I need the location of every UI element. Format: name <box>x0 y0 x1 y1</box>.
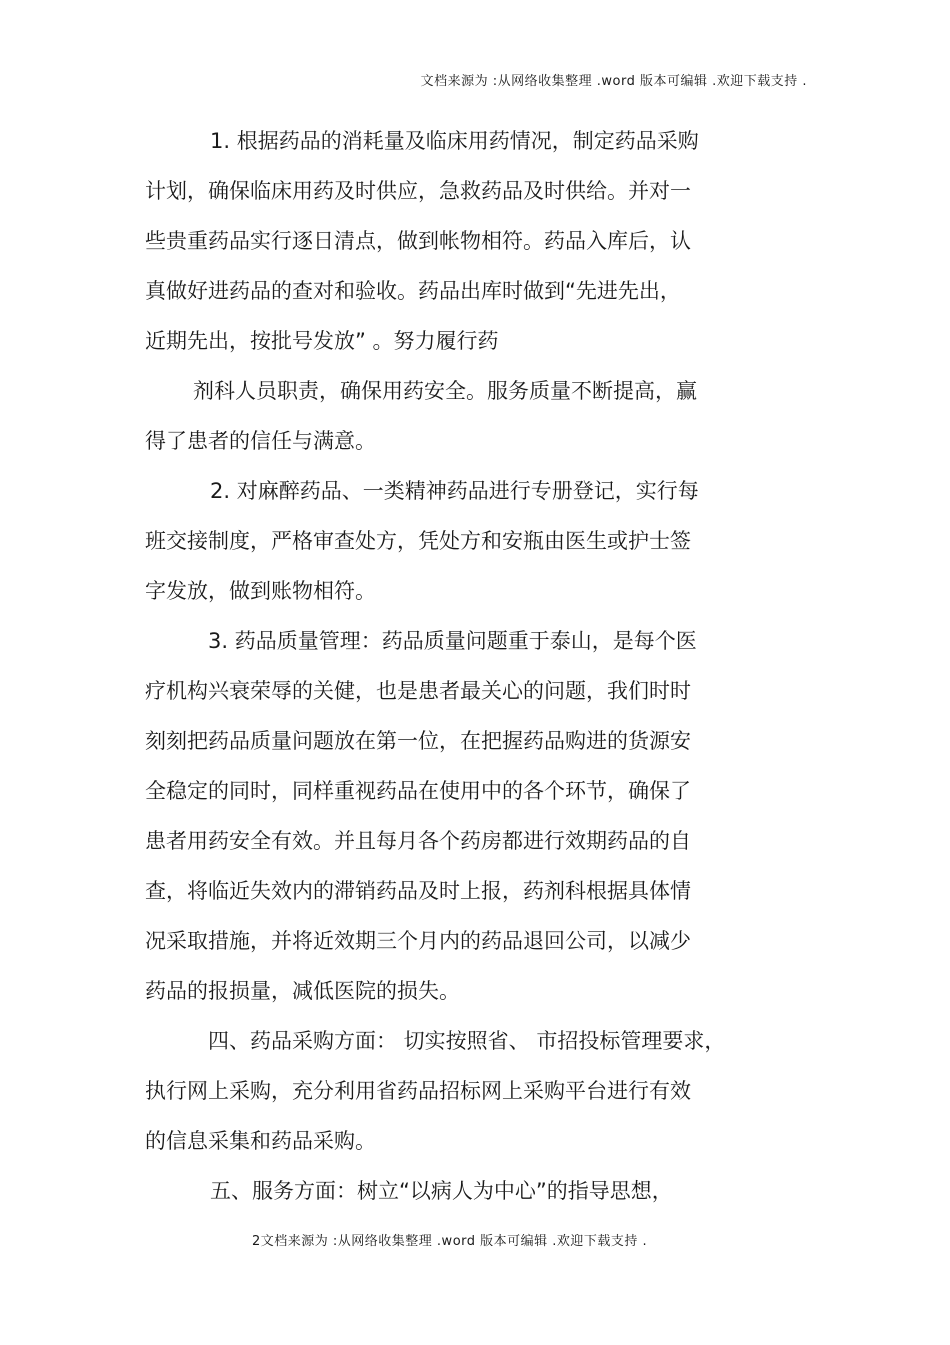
body-line: 近期先出，按批号发放” 。努力履行药 <box>145 329 499 353</box>
body-line: 执行网上采购，充分利用省药品招标网上采购平台进行有效 <box>145 1079 691 1103</box>
body-line: 班交接制度，严格审查处方，凭处方和安瓶由医生或护士签 <box>145 529 691 553</box>
footer-text: 文档来源为 :从网络收集整理 .word 版本可编辑 .欢迎下载支持 . <box>260 1234 648 1249</box>
body-line: 真做好进药品的查对和验收。药品出库时做到“先进先出， <box>145 279 681 303</box>
body-line: 况采取措施，并将近效期三个月内的药品退回公司，以减少 <box>145 929 691 953</box>
body-line: 计划，确保临床用药及时供应，急救药品及时供给。并对一 <box>145 179 691 203</box>
body-line: 药品的报损量，减低医院的损失。 <box>145 979 460 1003</box>
body-line: 3. 药品质量管理：药品质量问题重于泰山，是每个医 <box>208 629 697 653</box>
page-number: 2 <box>252 1234 261 1249</box>
body-line: 2. 对麻醉药品、一类精神药品进行专册登记，实行每 <box>210 479 699 503</box>
body-line: 全稳定的同时，同样重视药品在使用中的各个环节，确保了 <box>145 779 691 803</box>
body-line: 五、服务方面：树立“以病人为中心”的指导思想， <box>210 1179 673 1203</box>
page-header: 文档来源为 :从网络收集整理 .word 版本可编辑 .欢迎下载支持 . <box>420 74 807 89</box>
body-line: 1. 根据药品的消耗量及临床用药情况，制定药品采购 <box>210 129 699 153</box>
body-line: 四、药品采购方面： 切实按照省、 市招投标管理要求， <box>208 1029 726 1053</box>
body-line: 患者用药安全有效。并且每月各个药房都进行效期药品的自 <box>145 829 691 853</box>
body-line: 得了患者的信任与满意。 <box>145 429 376 453</box>
body-line: 剂科人员职责，确保用药安全。服务质量不断提高，赢 <box>193 379 697 403</box>
body-line: 字发放，做到账物相符。 <box>145 579 376 603</box>
body-line: 些贵重药品实行逐日清点，做到帐物相符。药品入库后，认 <box>145 229 691 253</box>
page-footer <box>252 1230 647 1249</box>
body-line: 的信息采集和药品采购。 <box>145 1129 376 1153</box>
body-line: 疗机构兴衰荣辱的关健，也是患者最关心的问题，我们时时 <box>145 679 691 703</box>
body-line: 刻刻把药品质量问题放在第一位，在把握药品购进的货源安 <box>145 729 691 753</box>
body-line: 查，将临近失效内的滞销药品及时上报，药剂科根据具体情 <box>145 879 691 903</box>
